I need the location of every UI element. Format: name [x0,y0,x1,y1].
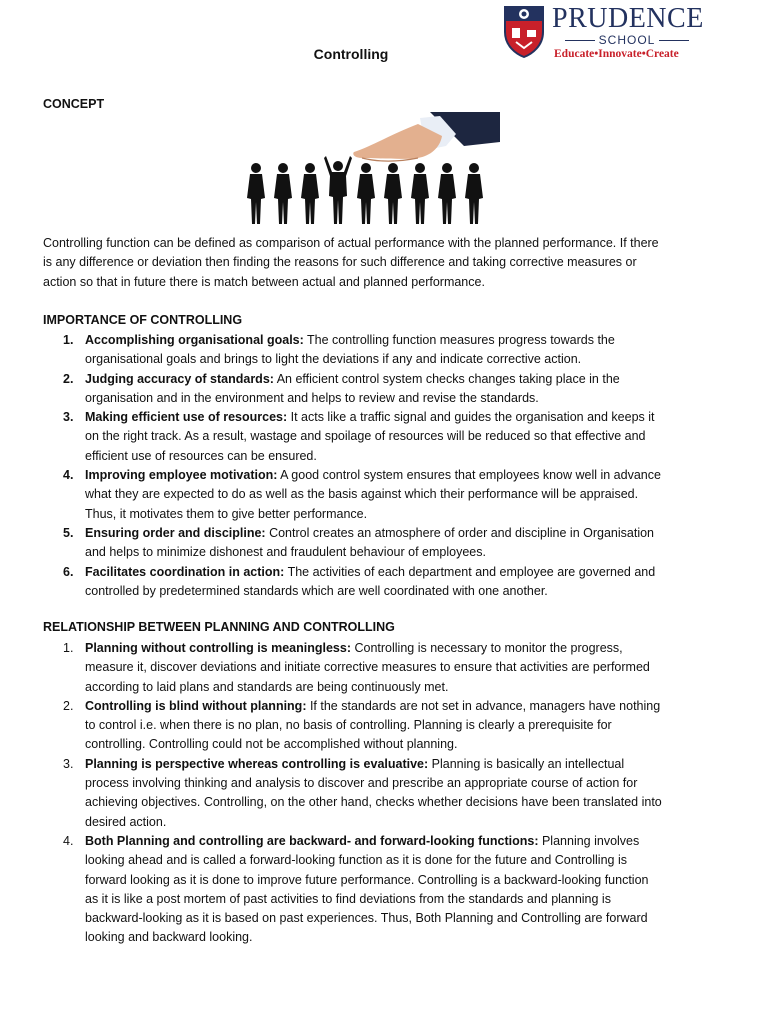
list-item-text: The activities of each department and employee are governed and controlled by predetermined standards which are well coordinated with one another. [85,564,656,598]
list-item-number: 5. [63,525,74,540]
list-item-text: Controlling is necessary to monitor the progress, measure it, discover deviations and initiate corrective measures to ensure that activities are performed according to laid plans and standards are being continuously met. [85,641,650,694]
document-title: Controlling [313,46,389,62]
list-item-text: Control creates an atmosphere of order and discipline in Organisation and helps to minimize dishonest and fraudulent behaviour of employees. [85,525,655,560]
list-item-text: Planning is basically an intellectual process involving thinking and analysis to discover and prescribe an appropriate course of action for achieving objectives. Controlling, on the other hand, checks whether decisions have been translated into desired action. [85,756,662,829]
list-item-lead: Judging accuracy of standards: [85,371,274,386]
list-item-number: 2. [63,371,74,386]
list-item-lead: Improving employee motivation: [85,468,278,483]
list-item-lead: Planning is perspective whereas controlling is evaluative: [85,756,429,771]
list-item [43,563,665,602]
list-item-number: 3. [63,756,74,771]
list-item [43,639,665,697]
list-item-lead: Planning without controlling is meaningless: [85,641,351,655]
list-item-lead: Both Planning and controlling are backward- and forward-looking functions: [85,833,539,848]
brand-tagline: Educate•Innovate•Create [554,48,679,60]
list-item-lead: Controlling is blind without planning: [85,698,307,713]
list-item-number: 4. [63,468,74,483]
list-item [43,524,665,563]
list-item-number: 6. [63,564,74,579]
importance-list [43,331,665,601]
importance-heading: IMPORTANCE OF CONTROLLING [43,313,243,327]
list-item-number: 4. [63,833,74,848]
concept-paragraph: Controlling function can be defined as comparison of actual performance with the planned performance. If there is any difference or deviation then finding the reasons for such difference and taking corrective measures or action so that in future there is match between actual and planned performance. [43,236,659,289]
list-item-text: If the standards are not set in advance, managers have nothing to control i.e. when there is no plan, no basis of controlling. Planning is clearly a prerequisite for controlling. Controlling could not be accomplished without planning. [85,698,661,752]
pointing-hand-people-illustration [242,112,500,230]
relationship-list [43,639,665,948]
list-item-text: Planning involves looking ahead and is called a forward-looking function as it is done for the future and Controlling is forward looking as it is done to improve future performance. Controlling is a backward-looking function as it is like a post mortem of past activities to find deviations from the standards and planning is backward-looking as it is based on past experiences. Thus, Both Planning and Controlling are forward looking and backward looking. [85,833,649,945]
list-item-lead: Ensuring order and discipline: [85,525,266,540]
list-item [43,466,665,524]
list-item-text: A good control system ensures that employees know well in advance what they are expected to do as well as the basis against which their performance will be appraised. Thus, it motivates them to give better performance. [85,468,661,521]
list-item [43,832,665,948]
list-item-number: 2. [63,698,74,713]
list-item [43,370,665,409]
relationship-heading: RELATIONSHIP BETWEEN PLANNING AND CONTROLLING [43,620,395,634]
list-item [43,408,665,466]
list-item [43,331,665,370]
list-item-text: The controlling function measures progress towards the organisational goals and brings to light the deviations if any and indicate corrective action. [85,333,615,367]
list-item-lead: Making efficient use of resources: [85,410,288,425]
list-item-number: 1. [63,641,74,655]
list-item-number: 3. [63,410,74,425]
list-item-text: An efficient control system checks changes taking place in the organisation and in the environment and helps to review and revise the standards. [85,371,620,405]
list-item-lead: Facilitates coordination in action: [85,564,285,579]
list-item [43,755,665,832]
list-item-text: It acts like a traffic signal and guides the organisation and keeps it on the right track. As a result, wastage and spoilage of resources will be reduced so that effective and efficient use of resources can be ensured. [85,410,655,463]
list-item-number: 1. [63,333,74,347]
concept-heading: CONCEPT [43,97,105,111]
brand-subtitle: SCHOOL [554,33,700,47]
list-item-lead: Accomplishing organisational goals: [85,333,304,347]
list-item [43,697,665,755]
brand-name: PRUDENCE [552,3,704,34]
